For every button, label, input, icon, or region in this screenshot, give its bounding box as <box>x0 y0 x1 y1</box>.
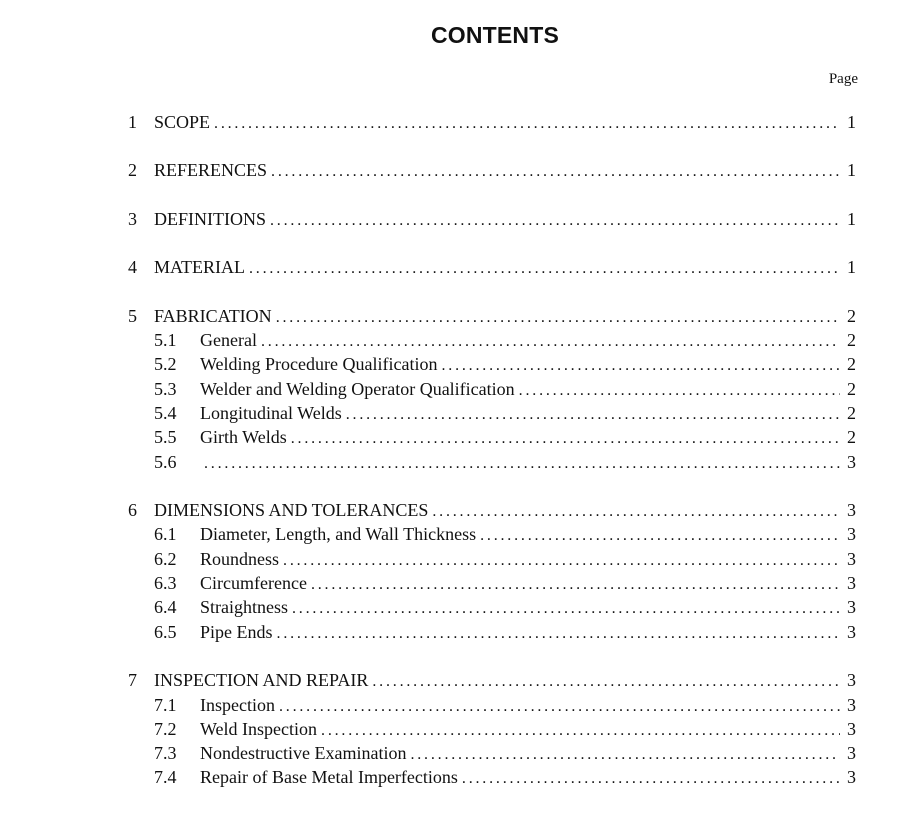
toc-entry-number: 5.1 <box>154 330 177 350</box>
toc-entry-label: Diameter, Length, and Wall Thickness <box>200 524 477 544</box>
toc-entry-number: 4 <box>128 257 137 277</box>
dot-leader <box>270 209 840 233</box>
toc-entry-label: Welder and Welding Operator Qualification <box>200 379 515 399</box>
toc-entry-5[interactable] <box>128 304 856 328</box>
toc-entry-6[interactable] <box>128 498 856 522</box>
toc-entry-7-1[interactable] <box>128 693 856 717</box>
toc-entry-label: Repair of Base Metal Imperfections <box>200 767 458 787</box>
toc-entry-label: Inspection <box>200 695 275 715</box>
toc-entry-number: 6 <box>128 500 137 520</box>
toc-entry-label: Circumference <box>200 573 307 593</box>
toc-entry-page: 1 <box>847 160 856 180</box>
toc-entry-label: INSPECTION AND REPAIR <box>154 670 369 690</box>
toc-entry-7-3[interactable] <box>128 741 856 765</box>
toc-entry-number: 5.2 <box>154 354 177 374</box>
dot-leader <box>372 670 840 694</box>
dot-leader <box>410 743 840 767</box>
toc-entry-page: 1 <box>847 257 856 277</box>
contents-title: CONTENTS <box>430 22 560 48</box>
toc-entry-page: 3 <box>847 743 856 763</box>
toc-entry-page: 1 <box>847 209 856 229</box>
toc-entry-label: General <box>200 330 257 350</box>
toc-entry-6-3[interactable] <box>128 571 856 595</box>
toc-entry-4[interactable] <box>128 255 856 279</box>
toc-entry-label: Longitudinal Welds <box>200 403 342 423</box>
toc-entry-6-5[interactable] <box>128 620 856 644</box>
toc-entry-label: SCOPE <box>154 112 211 132</box>
toc-entry-page: 3 <box>847 549 856 569</box>
toc-entry-5-5[interactable] <box>128 425 856 449</box>
toc-entry-label: Weld Inspection <box>200 719 318 739</box>
toc-entry-5-3[interactable] <box>128 377 856 401</box>
dot-leader <box>283 549 840 573</box>
toc-entry-page: 2 <box>847 403 856 423</box>
toc-entry-number: 7.4 <box>154 767 177 787</box>
dot-leader <box>277 622 840 646</box>
toc-entry-label: Straightness <box>200 597 288 617</box>
toc-entry-page: 3 <box>847 500 856 520</box>
toc-entry-6-2[interactable] <box>128 547 856 571</box>
toc-entry-5-6[interactable] <box>128 450 856 474</box>
toc-entry-7[interactable] <box>128 668 856 692</box>
toc-entry-label: DEFINITIONS <box>154 209 266 229</box>
toc-entry-number: 7 <box>128 670 137 690</box>
toc-entry-number: 5.4 <box>154 403 177 423</box>
dot-leader <box>441 354 840 378</box>
toc-entry-7-4[interactable] <box>128 765 856 789</box>
toc-entry-page: 2 <box>847 306 856 326</box>
toc-entry-number: 6.2 <box>154 549 177 569</box>
dot-leader <box>432 500 840 524</box>
dot-leader <box>249 257 840 281</box>
dot-leader <box>311 573 840 597</box>
dot-leader <box>292 597 840 621</box>
toc-entry-number: 6.4 <box>154 597 177 617</box>
toc-entry-page: 1 <box>847 112 856 132</box>
toc-entry-number: 1 <box>128 112 137 132</box>
toc-entry-number: 6.1 <box>154 524 177 544</box>
dot-leader <box>214 112 840 136</box>
dot-leader <box>291 427 840 451</box>
dot-leader <box>279 695 840 719</box>
toc-entry-label: Roundness <box>200 549 280 569</box>
toc-entry-number: 7.2 <box>154 719 177 739</box>
dot-leader <box>276 306 840 330</box>
toc-entry-page: 2 <box>847 379 856 399</box>
dot-leader <box>480 524 840 548</box>
toc-entry-number: 5.5 <box>154 427 177 447</box>
toc-entry-page: 3 <box>847 670 856 690</box>
toc-entry-page: 2 <box>847 354 856 374</box>
toc-entry-5-4[interactable] <box>128 401 856 425</box>
toc-entry-page: 3 <box>847 452 856 472</box>
toc-entry-5-2[interactable] <box>128 352 856 376</box>
toc-entry-number: 6.5 <box>154 622 177 642</box>
dot-leader <box>346 403 840 427</box>
toc-entry-page: 3 <box>847 719 856 739</box>
toc-entry-label: Pipe Ends <box>200 622 273 642</box>
dot-leader <box>462 767 840 791</box>
toc-entry-label: Nondestructive Examination <box>200 743 407 763</box>
toc-entry-label: MATERIAL <box>154 257 245 277</box>
toc-entry-1[interactable] <box>128 110 856 134</box>
toc-entry-page: 3 <box>847 597 856 617</box>
toc-entry-5-1[interactable] <box>128 328 856 352</box>
toc-entry-page: 3 <box>847 622 856 642</box>
toc-entry-page: 3 <box>847 767 856 787</box>
dot-leader <box>271 160 840 184</box>
toc-entry-label: FABRICATION <box>154 306 272 326</box>
toc-entry-6-1[interactable] <box>128 522 856 546</box>
toc-entry-page: 3 <box>847 524 856 544</box>
toc-entry-number: 2 <box>128 160 137 180</box>
dot-leader <box>519 379 840 403</box>
toc-entry-label: Welding Procedure Qualification <box>200 354 438 374</box>
toc-entry-number: 5 <box>128 306 137 326</box>
toc-entry-number: 7.1 <box>154 695 177 715</box>
toc-entry-number: 6.3 <box>154 573 177 593</box>
toc-entry-number: 5.3 <box>154 379 177 399</box>
toc-entry-label: DIMENSIONS AND TOLERANCES <box>154 500 429 520</box>
toc-entry-number: 7.3 <box>154 743 177 763</box>
dot-leader <box>204 452 840 476</box>
page-column-label: Page <box>828 71 858 87</box>
toc-entry-page: 2 <box>847 427 856 447</box>
toc-entry-2[interactable] <box>128 158 856 182</box>
toc-entry-6-4[interactable] <box>128 595 856 619</box>
toc-entry-label: REFERENCES <box>154 160 268 180</box>
toc-entry-3[interactable] <box>128 207 856 231</box>
toc-entry-page: 2 <box>847 330 856 350</box>
dot-leader <box>261 330 840 354</box>
toc-entry-page: 3 <box>847 695 856 715</box>
dot-leader <box>321 719 840 743</box>
toc-entry-number: 5.6 <box>154 452 177 472</box>
toc-entry-number: 3 <box>128 209 137 229</box>
toc-entry-label: Girth Welds <box>200 427 287 447</box>
toc-entry-page: 3 <box>847 573 856 593</box>
toc-entry-7-2[interactable] <box>128 717 856 741</box>
